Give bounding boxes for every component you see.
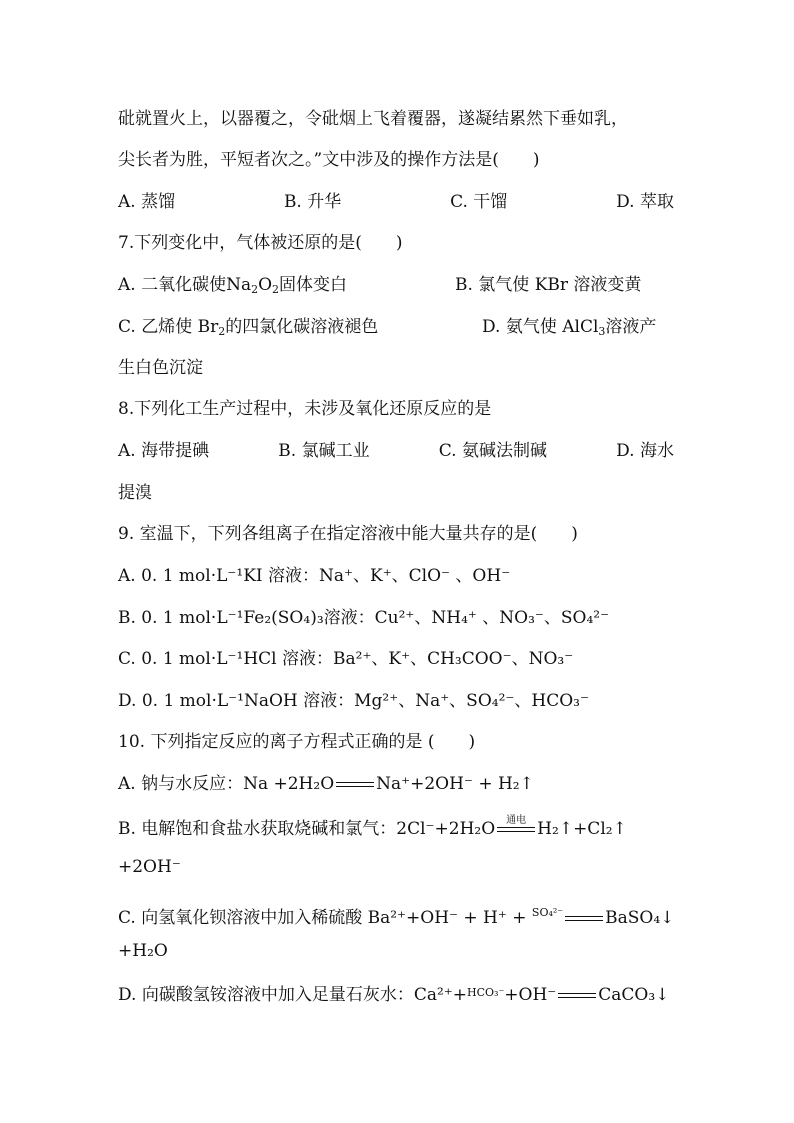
gas-up-arrow-icon xyxy=(559,819,573,839)
q8-options xyxy=(118,440,674,462)
electrolysis-condition: 通电 xyxy=(506,814,527,826)
q10-option-d: D. 向碳酸氢铵溶液中加入足量石灰水：Ca²⁺+$^{HCO_3^-}$+OH⁻ CaCO₃ ↓ xyxy=(118,982,669,1007)
q10-stem: 10. 下列指定反应的离子方程式正确的是 ( ) xyxy=(118,732,476,752)
q7-option-d: D. 氨气使 AlCl$_3$溶液产 xyxy=(482,317,657,338)
q7-options-ab xyxy=(118,274,642,301)
q9-stem: 9. 室温下，下列各组离子在指定溶液中能大量共存的是( ) xyxy=(118,524,578,544)
electrolysis-equals-sign xyxy=(495,814,537,841)
q8-option-d-continued: 提溴 xyxy=(118,483,152,503)
bicarbonate-ion-image: HCO₃⁻ xyxy=(467,986,505,999)
equals-sign-double-line xyxy=(334,774,376,796)
gas-up-arrow-icon xyxy=(613,819,627,839)
q10-option-a: A. 钠与水反应：Na +2H₂O Na⁺+2OH⁻ + H₂ ↑ xyxy=(118,773,534,796)
q7-option-d-continued: 生白色沉淀 xyxy=(118,358,203,378)
q8-option-c: C. 氨碱法制碱 xyxy=(438,441,547,461)
q7-option-a: A. 二氧化碳使$Na_2O_2$固体变白 xyxy=(118,275,348,296)
q9-option-b: B. 0. 1 mol·L⁻¹Fe₂(SO₄)₃溶液：Cu²⁺、NH₄⁺ 、NO₃⁻、SO₄²⁻ xyxy=(118,608,610,628)
q6-option-d: D. 萃取 xyxy=(616,192,674,212)
q9-option-a: A. 0. 1 mol·L⁻¹KI 溶液：Na⁺、K⁺、ClO⁻ 、OH⁻ xyxy=(118,566,511,586)
q9-option-c: C. 0. 1 mol·L⁻¹HCl 溶液：Ba²⁺、K⁺、CH₃COO⁻、NO₃⁻ xyxy=(118,649,574,669)
q10-option-b: B. 电解饱和食盐水获取烧碱和氯气：2Cl⁻+2H₂O 通电 H₂ ↑ +Cl₂ ↑ xyxy=(118,818,627,841)
q6-stem-line-2: 尖长者为胜，平短者次之。”文中涉及的操作方法是( ) xyxy=(118,150,540,170)
q8-option-b: B. 氯碱工业 xyxy=(278,441,370,461)
q8-option-d: D. 海水 xyxy=(616,441,674,461)
q8-stem: 8.下列化工生产过程中，未涉及氧化还原反应的是 xyxy=(118,399,492,419)
q6-stem-line-1: 砒就置火上，以器覆之，令砒烟上飞着覆器，遂凝结累然下垂如乳， xyxy=(118,109,628,129)
precipitate-down-arrow-icon xyxy=(655,985,669,1005)
q6-option-c: C. 干馏 xyxy=(450,192,508,212)
q10-option-c-continued: +H₂O xyxy=(118,941,168,961)
q7-stem: 7.下列变化中，气体被还原的是( ) xyxy=(118,233,403,253)
q7-option-b: B. 氯气使 KBr 溶液变黄 xyxy=(455,275,642,295)
q6-option-a: A. 蒸馏 xyxy=(118,192,176,212)
precipitate-down-arrow-icon xyxy=(660,908,674,928)
q10-option-c: C. 向氢氧化钡溶液中加入稀硫酸 Ba²⁺+OH⁻ + H⁺ + $^{SO_4^{2-}}$ BaSO₄ ↓ xyxy=(118,902,674,930)
q9-option-d: D. 0. 1 mol·L⁻¹NaOH 溶液：Mg²⁺、Na⁺、SO₄²⁻、HCO₃⁻ xyxy=(118,691,589,711)
q7-options-cd xyxy=(118,316,657,343)
gas-up-arrow-icon xyxy=(520,774,534,794)
q7-option-c: C. 乙烯使 $Br_2$的四氯化碳溶液褪色 xyxy=(118,317,379,338)
sulfate-ion-image: SO₄²⁻ xyxy=(531,906,564,919)
q8-option-a: A. 海带提碘 xyxy=(118,441,210,461)
equals-sign-double-line xyxy=(563,908,605,930)
q6-options xyxy=(118,191,674,213)
q10-option-b-continued: +2OH⁻ xyxy=(118,857,181,877)
equals-sign-double-line xyxy=(556,985,598,1007)
q6-option-b: B. 升华 xyxy=(283,192,342,212)
